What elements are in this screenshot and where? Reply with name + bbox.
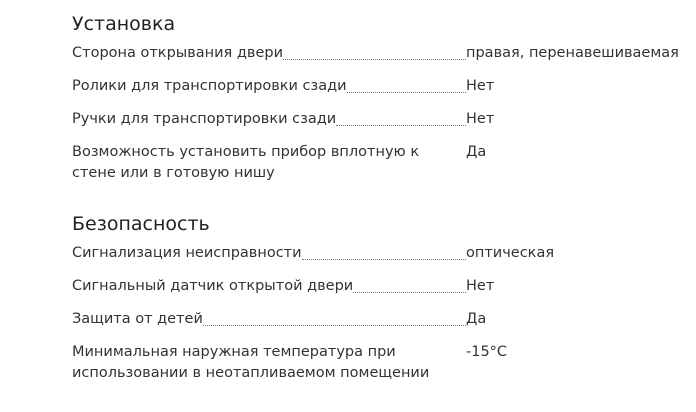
spec-label-cell [72,142,466,184]
spec-list [72,243,696,384]
spec-label-cell [72,243,466,264]
spec-value: правая, перенавешиваемая [466,45,679,61]
spec-row-min-temperature [72,342,696,384]
spec-label: Возможность установить прибор вплотную к стене или в готовую нишу [72,142,466,184]
dotted-leader [336,110,466,126]
spec-row-door-side [72,43,696,64]
dotted-leader [302,244,466,260]
dotted-leader [353,277,466,293]
spec-label: Сигнальный датчик открытой двери [72,276,353,297]
spec-row-fault-alarm [72,243,696,264]
spec-label-cell [72,276,466,297]
spec-label: Защита от детей [72,309,203,330]
specifications [72,12,696,384]
spec-label: Сигнализация неисправности [72,243,302,264]
spec-row-child-lock [72,309,696,330]
spec-value: оптическая [466,245,555,261]
dotted-leader [203,310,466,326]
spec-list [72,43,696,184]
spec-value: Нет [466,278,495,294]
dotted-leader [347,77,466,93]
section-title: Установка [72,13,176,35]
spec-label-cell [72,76,466,97]
dotted-leader [283,44,466,60]
spec-value: -15°C [466,344,508,360]
spec-label-cell [72,109,466,130]
spec-label: Сторона открывания двери [72,43,283,64]
spec-label: Ручки для транспортировки сзади [72,109,336,130]
spec-label: Ролики для транспортировки сзади [72,76,347,97]
spec-label-cell [72,309,466,330]
spec-value: Нет [466,111,495,127]
spec-label: Минимальная наружная температура при использовании в неотапливаемом помещении [72,342,466,384]
spec-label-cell [72,342,466,384]
spec-value: Нет [466,78,495,94]
spec-value: Да [466,311,487,327]
section-title: Безопасность [72,213,210,235]
spec-row-rear-rollers [72,76,696,97]
spec-row-door-sensor [72,276,696,297]
spec-label-cell [72,43,466,64]
spec-row-flush-install [72,142,696,184]
section-installation [72,12,696,184]
spec-row-rear-handles [72,109,696,130]
section-safety [72,212,696,384]
spec-value: Да [466,144,487,160]
